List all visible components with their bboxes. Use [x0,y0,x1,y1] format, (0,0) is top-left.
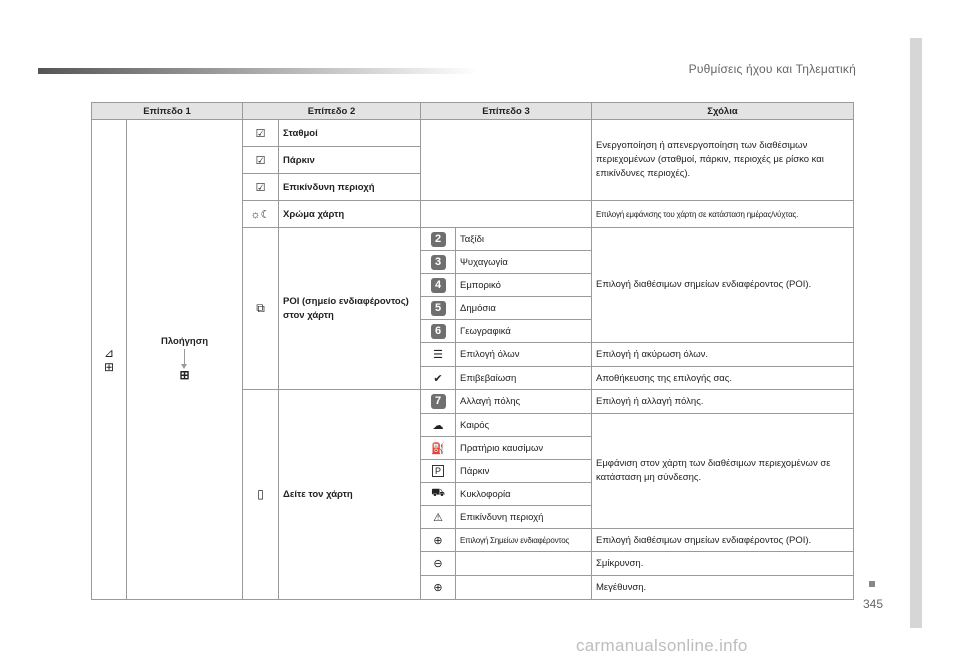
number-badge: 7 [431,394,446,409]
comment-cell: Επιλογή διαθέσιμων σημείων ενδιαφέροντος (POI). [592,228,854,343]
level1-label-cell [127,120,243,600]
table-row [92,120,854,147]
checkbox-icon-cell [243,147,279,174]
day-night-icon-cell [243,201,279,228]
level3-item: Ταξίδι [456,228,592,251]
page-edge-bar [910,38,922,628]
header-gradient-bar [38,68,478,74]
table-header-row [92,103,854,120]
day-night-icon: ☼☾ [250,208,271,221]
weather-icon: ☁ [432,419,444,432]
level2-item: Δείτε τον χάρτη [279,390,421,600]
comment-cell: Επιλογή εμφάνισης του χάρτη σε κατάσταση ημέρας/νύχτας. [592,201,854,228]
select-all-icon: ☰ [433,349,443,361]
settings-table [91,102,854,600]
select-all-icon-cell [421,343,456,367]
empty-cell [421,120,592,201]
level2-item: POI (σημείο ενδιαφέροντος) στον χάρτη [279,228,421,390]
level3-item: Αλλαγή πόλης [456,390,592,414]
empty-cell [421,201,592,228]
empty-cell [456,552,592,576]
comment-cell: Εμφάνιση στον χάρτη των διαθέσιμων περιεχομένων σε κατάσταση μη σύνδεσης. [592,414,854,529]
level3-item: Ψυχαγωγία [456,251,592,274]
number-badge-cell [421,390,456,414]
column-header: Σχόλια [592,103,854,120]
fuel-station-icon: ⛽ [431,442,445,455]
number-badge: 3 [431,255,446,270]
level3-item: Επιλογή όλων [456,343,592,367]
checkbox-icon-cell [243,174,279,201]
level2-item: Σταθμοί [279,120,421,147]
level2-item: Επικίνδυνη περιοχή [279,174,421,201]
traffic-icon-cell [421,483,456,506]
checkbox-icon: ☑ [255,127,266,140]
poi-map-icon: ⧉ [256,301,265,315]
comment-cell: Αποθήκευσης της επιλογής σας. [592,367,854,390]
number-badge-cell [421,297,456,320]
fuel-icon-cell [421,437,456,460]
number-badge-cell [421,320,456,343]
level3-item: Καιρός [456,414,592,437]
number-badge-cell [421,274,456,297]
number-badge-cell [421,251,456,274]
poi-icon-cell [243,228,279,390]
danger-icon-cell [421,506,456,529]
weather-icon-cell [421,414,456,437]
number-badge-cell [421,228,456,251]
column-header: Επίπεδο 3 [421,103,592,120]
number-badge: 5 [431,301,446,316]
comment-cell: Μεγέθυνση. [592,576,854,600]
level2-item: Πάρκιν [279,147,421,174]
level3-item: Δημόσια [456,297,592,320]
page-number: 345 [863,597,884,611]
parking-icon-cell [421,460,456,483]
checkbox-icon: ☑ [255,181,266,194]
level3-item: Κυκλοφορία [456,483,592,506]
level1-label: Πλοήγηση [160,336,209,347]
number-badge: 4 [431,278,446,293]
view-map-icon-cell [243,390,279,600]
level1-icon-cell [92,120,127,600]
page-header-title: Ρυθμίσεις ήχου και Τηλεματική [688,62,856,76]
comment-cell: Ενεργοποίηση ή απενεργοποίηση των διαθέσιμων περιεχομένων (σταθμοί, πάρκιν, περιοχές με ρίσκο και επικίνδυνες περιοχές). [592,120,854,201]
level3-item: Επιλογή Σημείων ενδιαφέροντος [456,529,592,552]
plus-circle-icon: ⊕ [433,534,443,547]
page-marker [869,581,875,587]
number-badge: 2 [431,232,446,247]
add-poi-icon-cell [421,529,456,552]
nav-arrow-icon: ⊿ [103,345,115,360]
warning-icon: ⚠ [433,511,443,524]
level3-item: Πρατήριο καυσίμων [456,437,592,460]
comment-cell: Επιλογή ή αλλαγή πόλης. [592,390,854,414]
zoom-in-icon-cell [421,576,456,600]
navigation-icon: ⊞ [103,359,115,374]
number-badge: 6 [431,324,446,339]
checkbox-icon-cell [243,120,279,147]
watermark: carmanualsonline.info [576,636,748,655]
column-header: Επίπεδο 1 [92,103,243,120]
zoom-out-icon: ⊖ [433,558,443,570]
level2-item: Χρώμα χάρτη [279,201,421,228]
comment-cell: Επιλογή ή ακύρωση όλων. [592,343,854,367]
level3-item: Γεωγραφικά [456,320,592,343]
comment-cell: Σμίκρυνση. [592,552,854,576]
level3-item: Πάρκιν [456,460,592,483]
checkmark-icon: ✔ [433,372,443,385]
level3-item: Εμπορικό [456,274,592,297]
zoom-out-icon-cell [421,552,456,576]
level3-item: Επικίνδυνη περιοχή [456,506,592,529]
map-icon: ▯ [257,487,264,501]
traffic-car-icon: ⛟ [431,487,445,499]
navigation-icon: ⊞ [179,368,190,382]
zoom-in-icon: ⊕ [433,582,443,594]
level3-item: Επιβεβαίωση [456,367,592,390]
comment-cell: Επιλογή διαθέσιμων σημείων ενδιαφέροντος (POI). [592,529,854,552]
arrow-down-icon [184,349,185,367]
confirm-icon-cell [421,367,456,390]
empty-cell [456,576,592,600]
checkbox-icon: ☑ [255,154,266,167]
column-header: Επίπεδο 2 [243,103,421,120]
parking-icon: P [432,465,444,477]
